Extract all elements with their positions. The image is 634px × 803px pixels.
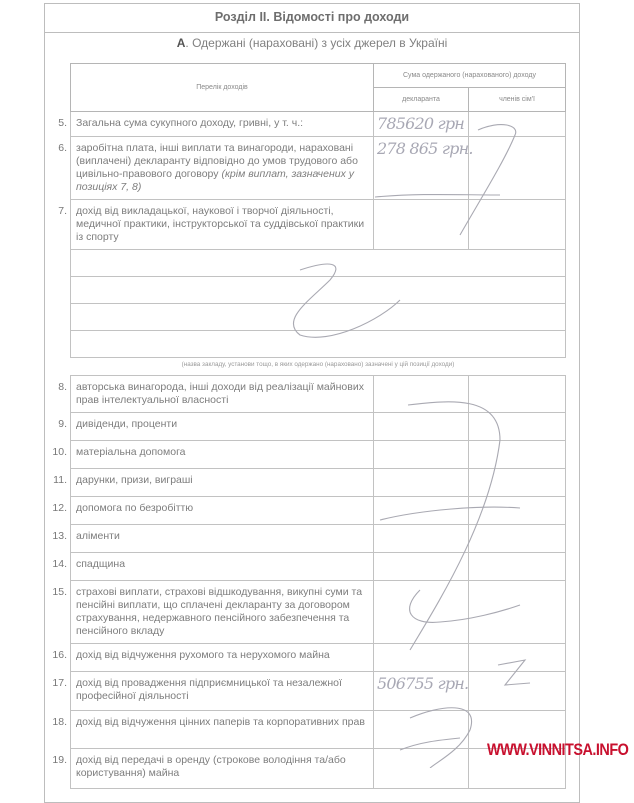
income-row xyxy=(52,581,566,644)
row-label xyxy=(76,205,366,244)
row-text: допомога по безробіттю xyxy=(76,502,194,514)
declarant-amount-cell[interactable] xyxy=(373,112,469,136)
declarant-amount-cell[interactable] xyxy=(373,644,469,671)
declarant-amount-cell[interactable] xyxy=(373,581,469,643)
subsection-title xyxy=(44,36,580,50)
institution-caption: (назва закладу, установи тощо, в яких одержано (нараховано) зазначені у цій позиції доходи) xyxy=(181,361,455,368)
row-text: аліменти xyxy=(76,530,120,542)
declarant-amount-cell[interactable] xyxy=(373,137,473,199)
declarant-amount-cell[interactable] xyxy=(373,553,469,580)
row-number: 14. xyxy=(52,558,67,570)
row-number: 16. xyxy=(52,649,67,661)
handwritten-amount: 785620 грн xyxy=(377,114,465,133)
row-label xyxy=(76,649,366,662)
subsection-text: . Одержані (нараховані) з усіх джерел в Україні xyxy=(185,36,448,50)
family-amount-cell[interactable] xyxy=(468,376,565,412)
income-row xyxy=(58,137,566,200)
institution-line xyxy=(70,304,566,331)
row-text: дохід від відчуження рухомого та нерухомого майна xyxy=(76,649,330,661)
watermark-logo: WWW.VINNITSA.INFO xyxy=(486,740,628,759)
handwritten-amount: 278 865 грн. xyxy=(377,139,473,158)
family-amount-cell[interactable] xyxy=(468,137,565,199)
row-text: заробітна плата, інші виплати та винагороди, нараховані (виплачені) декларанту відповідно до умов трудового або цивільно-правового договору xyxy=(76,142,358,180)
row-label xyxy=(76,142,366,194)
declarant-amount-cell[interactable] xyxy=(373,711,469,748)
row-number: 11. xyxy=(53,474,67,486)
row-number: 5. xyxy=(58,117,67,129)
family-amount-cell[interactable] xyxy=(468,112,565,136)
handwritten-amount: 506755 грн. xyxy=(377,674,469,693)
family-amount-cell[interactable] xyxy=(468,525,565,552)
row-label xyxy=(76,502,366,515)
family-amount-cell[interactable] xyxy=(468,200,565,249)
income-row xyxy=(58,375,566,413)
row-text: дохід від викладацької, наукової і творчої діяльності, медичної практики, інструкторської та суддівської практики із спорту xyxy=(76,205,365,243)
income-row xyxy=(52,644,566,672)
row-text: матеріальна допомога xyxy=(76,446,186,458)
header-income-list: Перелік доходів xyxy=(71,64,374,111)
row-label xyxy=(76,586,366,638)
row-number: 10. xyxy=(52,446,67,458)
table-header xyxy=(70,63,566,112)
section-title: Розділ ІІ. Відомості про доходи xyxy=(44,3,580,33)
row-label xyxy=(76,716,366,729)
row-note: (крім виплат, зазначених у позиціях 7, 8) xyxy=(76,168,354,193)
row-text: страхові виплати, страхові відшкодування, викупні суми та пенсійні виплати, що сплачені декларанту за договором страхування, недержавного пенсійного забезпечення та пенсійного вкладу xyxy=(76,586,363,637)
declarant-amount-cell[interactable] xyxy=(373,497,469,524)
declarant-amount-cell[interactable] xyxy=(373,200,469,249)
declarant-amount-cell[interactable] xyxy=(373,376,469,412)
income-row xyxy=(52,525,566,553)
row-text: дохід від відчуження цінних паперів та корпоративних прав xyxy=(76,716,365,728)
row-number: 19. xyxy=(52,754,67,766)
institution-line xyxy=(70,331,566,358)
income-row xyxy=(58,112,566,137)
row-number: 17. xyxy=(52,677,67,689)
row-number: 13. xyxy=(52,530,67,542)
declarant-amount-cell[interactable] xyxy=(373,441,469,468)
row-text: дохід від провадження підприємницької та незалежної професійної діяльності xyxy=(76,677,342,702)
declarant-amount-cell[interactable] xyxy=(373,749,469,788)
income-row xyxy=(58,413,566,441)
institution-line xyxy=(70,277,566,304)
institution-line xyxy=(70,250,566,277)
row-number: 18. xyxy=(52,716,67,728)
income-row xyxy=(52,441,566,469)
declarant-amount-cell[interactable] xyxy=(373,469,469,496)
row-text: авторська винагорода, інші доходи від реалізації майнових прав інтелектуальної власності xyxy=(76,381,364,406)
row-label xyxy=(76,474,366,487)
header-income-sum: Сума одержаного (нарахованого) доходу xyxy=(374,64,565,88)
row-label xyxy=(76,381,366,407)
income-row xyxy=(52,672,566,711)
family-amount-cell[interactable] xyxy=(468,553,565,580)
row-label xyxy=(76,677,366,703)
income-row xyxy=(52,497,566,525)
row-label xyxy=(76,558,366,571)
row-text: Загальна сума сукупного доходу, гривні, у т. ч.: xyxy=(76,117,304,129)
family-amount-cell[interactable] xyxy=(468,497,565,524)
row-label xyxy=(76,117,366,130)
income-row xyxy=(53,469,566,497)
row-label xyxy=(76,530,366,543)
row-text: спадщина xyxy=(76,558,126,570)
row-text: дивіденди, проценти xyxy=(76,418,178,430)
subsection-letter: А xyxy=(176,36,186,50)
row-number: 9. xyxy=(58,418,67,430)
declarant-amount-cell[interactable] xyxy=(373,413,469,440)
row-number: 12. xyxy=(52,502,67,514)
income-row xyxy=(58,200,566,250)
row-number: 8. xyxy=(58,381,67,393)
header-declarant: декларанта xyxy=(374,88,469,111)
row-label xyxy=(76,418,366,431)
declarant-amount-cell[interactable] xyxy=(373,672,469,710)
row-label xyxy=(76,754,366,780)
header-family: членів сім'ї xyxy=(499,96,535,103)
row-number: 7. xyxy=(58,205,67,217)
family-amount-cell[interactable] xyxy=(468,644,565,671)
income-table xyxy=(52,112,566,789)
family-amount-cell[interactable] xyxy=(468,441,565,468)
row-number: 15. xyxy=(52,586,67,598)
family-amount-cell[interactable] xyxy=(468,413,565,440)
income-row xyxy=(52,553,566,581)
row-text: дохід від передачі в оренду (строкове володіння та/або користування) майна xyxy=(76,754,346,779)
family-amount-cell[interactable] xyxy=(468,469,565,496)
family-amount-cell[interactable] xyxy=(468,672,565,710)
row-label xyxy=(76,446,366,459)
row-text: дарунки, призи, виграші xyxy=(76,474,193,486)
family-amount-cell[interactable] xyxy=(468,581,565,643)
row-number: 6. xyxy=(58,142,67,154)
declarant-amount-cell[interactable] xyxy=(373,525,469,552)
